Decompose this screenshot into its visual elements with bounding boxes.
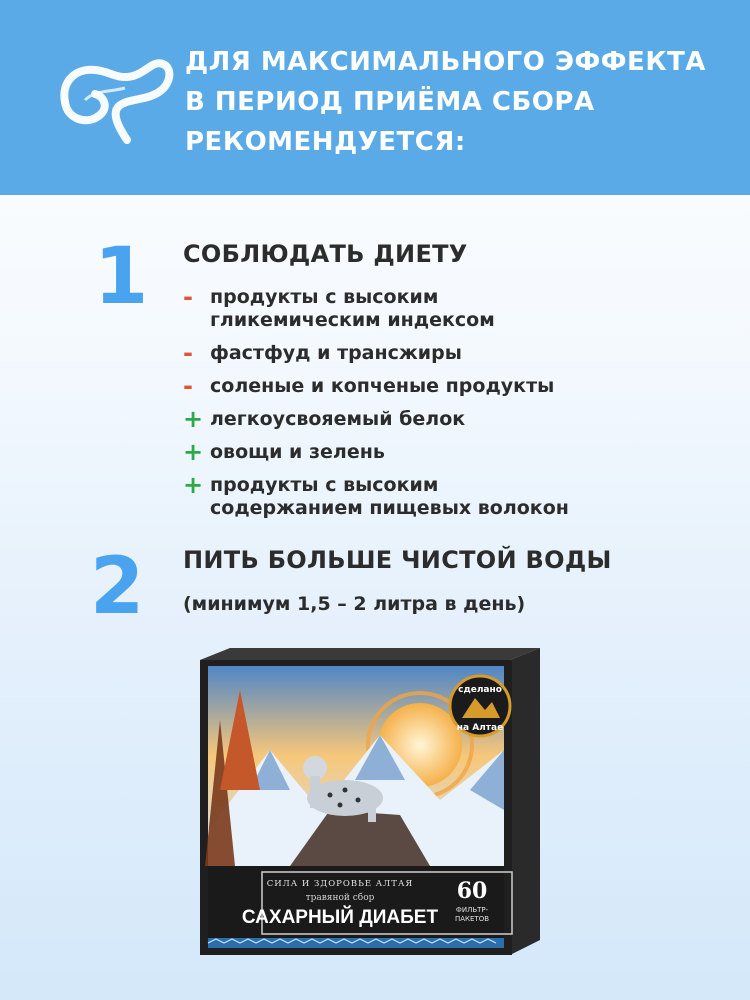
list-item-text [210,474,569,520]
list-item-text [210,286,495,332]
list-item-text: соленые и копченые продукты [210,375,555,397]
header-title [185,42,725,162]
header-title-line: В ПЕРИОД ПРИЁМА СБОРА [185,87,595,117]
list-item [183,405,703,433]
product-box [180,640,580,970]
minus-icon: - [183,372,193,400]
product-tagline: СИЛА И ЗДОРОВЬЕ АЛТАЯ [266,879,414,889]
step-number-1: 1 [94,232,149,322]
list-item [183,283,703,332]
pancreas-icon [55,40,175,150]
section-title-water: ПИТЬ БОЛЬШЕ ЧИСТОЙ ВОДЫ [183,546,612,574]
product-kind: травяной сбор [305,893,375,903]
list-item-line: продукты с высоким [210,286,439,308]
minus-icon: - [183,339,193,367]
plus-icon: + [183,438,204,466]
badge-top-text: сделано [458,685,502,695]
product-name: САХАРНЫЙ ДИАБЕТ [241,907,439,928]
list-item-line: гликемическим индексом [210,309,495,331]
step-number-2: 2 [90,542,145,632]
list-item [183,372,703,400]
minus-icon: - [183,283,193,311]
list-item-line: продукты с высоким [210,474,439,496]
list-item [183,339,703,367]
list-item-text: легкоусвояемый белок [210,408,466,430]
product-count-unit: ФИЛЬТР- [455,906,489,914]
list-item [183,471,703,520]
section-subtitle-water: (минимум 1,5 – 2 литра в день) [183,593,526,615]
diet-list [183,283,703,530]
product-count-unit: ПАКЕТОВ [454,915,490,923]
badge-bottom-text: на Алтае [456,723,504,733]
header-title-line: РЕКОМЕНДУЕТСЯ: [185,127,466,157]
list-item-line: содержанием пищевых волокон [210,497,569,519]
list-item-text: овощи и зелень [210,441,385,463]
list-item-text: фастфуд и трансжиры [210,342,462,364]
header-title-line: ДЛЯ МАКСИМАЛЬНОГО ЭФФЕКТА [185,47,706,77]
plus-icon: + [183,471,204,499]
list-item [183,438,703,466]
plus-icon: + [183,405,204,433]
section-title-diet: СОБЛЮДАТЬ ДИЕТУ [183,240,468,268]
product-count: 60 [456,878,488,904]
header-banner [0,0,750,195]
